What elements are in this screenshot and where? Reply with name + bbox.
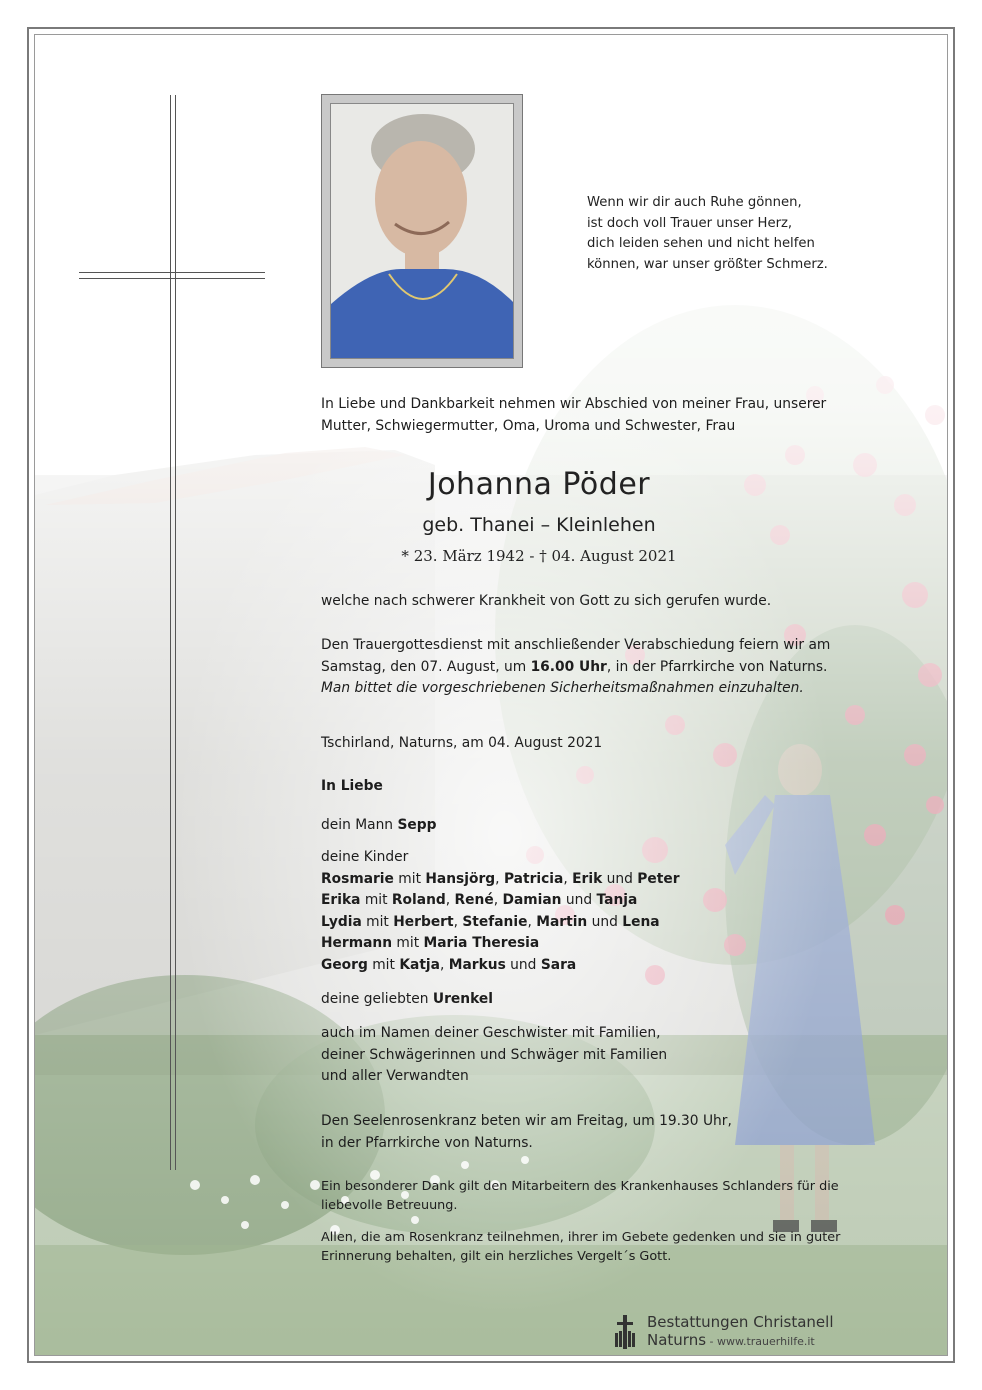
woman-portrait-image xyxy=(331,104,514,359)
partner-name: Herbert xyxy=(393,913,454,930)
partner-name: Roland xyxy=(391,892,446,908)
connector: und xyxy=(505,956,541,973)
great-grandchildren-label: deine geliebten xyxy=(321,991,433,1007)
connector: und xyxy=(602,870,638,887)
intro-line: In Liebe und Dankbarkeit nehmen wir Abschied von meiner Frau, unserer xyxy=(321,396,827,412)
thanks-line: liebevolle Betreuung. xyxy=(321,1198,458,1213)
thanks-hospital xyxy=(321,1177,839,1215)
grandchild-name: Lena xyxy=(622,913,660,930)
husband-name: Sepp xyxy=(397,817,437,833)
rosary-line: in der Pfarrkirche von Naturns. xyxy=(321,1134,533,1151)
in-love-heading: In Liebe xyxy=(321,778,383,794)
grandchild-name: Peter xyxy=(637,870,680,887)
thanks-rosary xyxy=(321,1228,840,1266)
poem-line: Wenn wir dir auch Ruhe gönnen, xyxy=(587,195,802,210)
grandchild-name: Katja xyxy=(399,956,440,973)
relatives-block xyxy=(321,1023,667,1088)
husband-line xyxy=(321,817,437,833)
connector: , xyxy=(439,956,449,973)
service-date: Samstag, den 07. August, um xyxy=(321,658,531,675)
rosary-block xyxy=(321,1111,732,1154)
funeral-home-website: - www.trauerhilfe.it xyxy=(706,1335,815,1348)
great-grandchildren-word: Urenkel xyxy=(432,991,493,1007)
connector: mit xyxy=(360,892,392,908)
child-line xyxy=(321,890,680,912)
grandchild-name: Stefanie xyxy=(462,913,528,930)
cross-vertical-bar xyxy=(170,95,176,1170)
funeral-home-location xyxy=(647,1331,833,1351)
children-block xyxy=(321,847,680,976)
connector: , xyxy=(495,870,504,887)
connector: mit xyxy=(392,935,424,951)
service-place: , in der Pfarrkirche von Naturns. xyxy=(606,658,828,675)
birth-name: geb. Thanei – Kleinlehen xyxy=(422,514,656,536)
child-name: Rosmarie xyxy=(321,870,394,887)
card xyxy=(34,34,948,1356)
cross-logo-icon xyxy=(613,1315,637,1349)
safety-notice: Man bittet die vorgeschriebenen Sicherheitsmaßnahmen einzuhalten. xyxy=(321,680,804,696)
connector: mit xyxy=(361,913,394,930)
thanks-line: Ein besonderer Dank gilt den Mitarbeitern des Krankenhauses Schlanders für die xyxy=(321,1179,839,1194)
child-name: Lydia xyxy=(321,913,362,930)
life-dates: * 23. März 1942 - † 04. August 2021 xyxy=(401,547,677,565)
cross-horizontal-bar xyxy=(79,272,265,279)
portrait-photo xyxy=(330,103,514,359)
connector: , xyxy=(445,892,455,908)
husband-label: dein Mann xyxy=(321,817,398,833)
connector: und xyxy=(587,913,623,930)
grandchild-name: Markus xyxy=(448,956,506,973)
connector: , xyxy=(453,913,463,930)
intro-line: Mutter, Schwiegermutter, Oma, Uroma und Schwester, Frau xyxy=(321,417,736,434)
thanks-line: Erinnerung behalten, gilt ein herzliches Vergelt´s Gott. xyxy=(321,1249,672,1264)
service-time: 16.00 Uhr xyxy=(530,658,607,675)
grandchild-name: Tanja xyxy=(596,892,638,908)
connector: mit xyxy=(367,956,400,973)
grandchild-name: Erik xyxy=(572,870,603,887)
thanks-line: Allen, die am Rosenkranz teilnehmen, ihrer im Gebete gedenken und sie in guter xyxy=(321,1230,841,1245)
connector: mit xyxy=(393,870,426,887)
service-line: Den Trauergottesdienst mit anschließender Verabschiedung feiern wir am xyxy=(321,637,831,653)
portrait-frame xyxy=(321,94,523,368)
child-line xyxy=(321,933,680,955)
intro-text xyxy=(321,394,826,437)
service-text xyxy=(321,635,830,700)
connector: , xyxy=(527,913,537,930)
great-grandchildren-line xyxy=(321,991,493,1007)
child-line xyxy=(321,912,680,934)
grandchild-name: Martin xyxy=(536,913,588,930)
rosary-line: Den Seelenrosenkranz beten wir am Freitag, um 19.30 Uhr, xyxy=(321,1113,732,1129)
poem-line: dich leiden sehen und nicht helfen xyxy=(587,236,815,251)
child-name: Erika xyxy=(321,892,361,908)
funeral-home-town: Naturns xyxy=(647,1331,707,1349)
grandchild-name: Sara xyxy=(540,956,577,973)
grandchild-name: Patricia xyxy=(503,870,564,887)
funeral-home-name: Bestattungen Christanell xyxy=(647,1313,834,1331)
funeral-home-logo xyxy=(613,1313,833,1351)
relatives-line: auch im Namen deiner Geschwister mit Familien, xyxy=(321,1025,661,1041)
child-line xyxy=(321,955,680,977)
poem-line: können, war unser größter Schmerz. xyxy=(587,256,828,272)
deceased-name: Johanna Pöder xyxy=(427,467,651,502)
relatives-line: und aller Verwandten xyxy=(321,1068,469,1084)
poem xyxy=(587,193,828,275)
called-home-text: welche nach schwerer Krankheit von Gott zu sich gerufen wurde. xyxy=(321,593,772,609)
grandchild-name: René xyxy=(454,892,494,908)
partner-name: Maria Theresia xyxy=(423,935,540,951)
poem-line: ist doch voll Trauer unser Herz, xyxy=(587,215,793,231)
children-intro: deine Kinder xyxy=(321,849,409,865)
relatives-line: deiner Schwägerinnen und Schwäger mit Familien xyxy=(321,1046,668,1063)
child-line xyxy=(321,869,680,891)
partner-name: Hansjörg xyxy=(425,870,496,887)
child-name: Georg xyxy=(321,956,368,973)
child-name: Hermann xyxy=(321,935,393,951)
grandchild-name: Damian xyxy=(502,892,562,908)
place-date: Tschirland, Naturns, am 04. August 2021 xyxy=(321,735,603,751)
service-line xyxy=(321,657,830,679)
connector: , xyxy=(493,892,503,908)
connector: und xyxy=(561,892,597,908)
connector: , xyxy=(563,870,573,887)
